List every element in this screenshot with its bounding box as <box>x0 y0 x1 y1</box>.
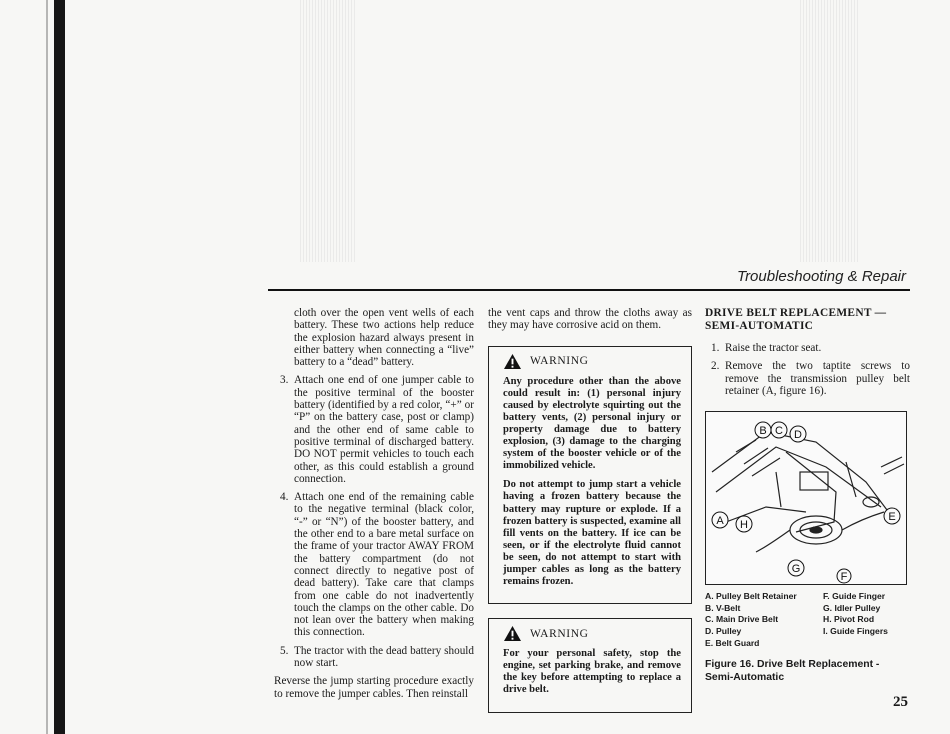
step-text: Remove the two taptite screws to remove the transmission pulley belt retainer (A, figure 16). <box>725 360 910 397</box>
col1-outro: Reverse the jump starting procedure exactly to remove the jumper cables. Then reinstall <box>274 675 474 700</box>
figure-label-H <box>736 516 752 532</box>
col1-intro: cloth over the open vent wells of each battery. These two actions help reduce the explosion hazard always present in either battery when connecting a “live” battery to a “dead” battery. <box>294 307 474 369</box>
scan-noise <box>800 0 860 262</box>
scan-noise <box>300 0 355 262</box>
list-item <box>274 645 474 670</box>
figure-16-drive-belt <box>705 411 907 585</box>
figure-label-D <box>790 426 806 442</box>
legend-item: D. Pulley <box>705 625 742 636</box>
step-text: Attach one end of one jumper cable to the positive terminal of the booster battery (identified by a red color, “+” or “P” on the battery case, post or clamp) and the other end of same cable to positive terminal of discharged battery. DO NOT permit vehicles to touch each other, as this could establish a ground connection. <box>294 374 474 485</box>
step-number: 3. <box>280 374 289 387</box>
figure-label-E <box>884 508 900 524</box>
warning-box-drive-belt <box>488 618 692 712</box>
figure-label-text: F <box>840 571 848 584</box>
binding-edge <box>46 0 48 734</box>
legend-item: E. Belt Guard <box>705 637 760 648</box>
section-heading: DRIVE BELT REPLACEMENT — SEMI-AUTOMATIC <box>705 307 887 332</box>
legend-item: C. Main Drive Belt <box>705 614 779 625</box>
warning-text: For your personal safety, stop the engine, set parking brake, and remove the key before attempting to replace a drive belt. <box>503 648 681 696</box>
column-2 <box>488 307 692 713</box>
figure-label-F <box>837 569 851 583</box>
list-item <box>274 374 474 485</box>
warning-text: Any procedure other than the above could result in: (1) personal injury caused by electrolyte squirting out the battery vents, (2) personal injury or property damage due to battery explosion, (3) damage to the charging system of the booster vehicle or of the immobilized vehicle. <box>503 375 681 472</box>
warning-box-battery <box>488 346 692 605</box>
header-rule <box>268 289 910 291</box>
figure-caption: Figure 16. Drive Belt Replacement - Semi-Automatic <box>705 659 880 683</box>
col1-steps <box>274 374 474 669</box>
step-number: 2. <box>711 360 720 373</box>
drive-belt-illustration <box>706 412 906 584</box>
step-number: 5. <box>280 644 289 657</box>
step-text: Attach one end of the remaining cable to the negative terminal (black color, “-” or “N”) of the booster battery, and the other end to a bare metal surface on the frame of your tractor AWAY FROM the battery compartment (do not connect directly to negative post of dead battery). Take care that clamps from one cable do not inadvertently touch the clamps on the other cable. Do not lean over the battery when making this connection. <box>294 491 474 639</box>
figure-label-text: G <box>791 563 801 576</box>
figure-label-text: C <box>775 425 783 438</box>
figure-label-text: A <box>716 515 724 528</box>
warning-title: WARNING <box>530 355 589 368</box>
warning-text: Do not attempt to jump start a vehicle having a frozen battery because the battery may rupture or explode. If a frozen battery is suspected, examine all fill vents on the battery. If ice can be seen, or if the electrolyte fluid cannot be seen, do not attempt to start with jumper cables as long as the battery remains frozen. <box>503 479 681 588</box>
legend-item: G. Idler Pulley <box>823 602 881 613</box>
list-item <box>705 342 910 354</box>
figure-legend <box>705 591 910 649</box>
step-text: Raise the tractor seat. <box>725 342 822 354</box>
step-number: 4. <box>280 491 289 504</box>
figure-label-C <box>771 422 787 438</box>
section-title: Troubleshooting & Repair <box>737 268 906 285</box>
warning-triangle-icon <box>503 353 522 370</box>
legend-item: H. Pivot Rod <box>823 614 875 625</box>
col2-intro: the vent caps and throw the cloths away as they may have corrosive acid on them. <box>488 307 692 332</box>
step-text: The tractor with the dead battery should now start. <box>294 644 474 670</box>
warning-header <box>503 353 681 370</box>
warning-header <box>503 625 681 642</box>
col3-steps <box>705 342 910 397</box>
list-item <box>705 360 910 397</box>
legend-item <box>823 638 913 650</box>
figure-label-text: B <box>759 425 767 438</box>
book-binding <box>54 0 65 734</box>
figure-label-text: H <box>740 519 748 532</box>
figure-label-text: D <box>794 429 802 442</box>
legend-item: B. V-Belt <box>705 602 741 613</box>
figure-label-A <box>712 512 728 528</box>
legend-item: I. Guide Fingers <box>823 625 888 636</box>
figure-label-G <box>788 560 804 576</box>
column-1 <box>274 307 474 700</box>
figure-label-text: E <box>888 511 896 524</box>
warning-title: WARNING <box>530 627 589 640</box>
column-3 <box>705 307 910 684</box>
legend-item: A. Pulley Belt Retainer <box>705 591 797 602</box>
page-number: 25 <box>893 694 908 710</box>
step-number: 1. <box>711 342 720 354</box>
list-item <box>274 491 474 639</box>
warning-triangle-icon <box>503 625 522 642</box>
figure-label-B <box>755 422 771 438</box>
legend-item: F. Guide Finger <box>823 591 886 602</box>
